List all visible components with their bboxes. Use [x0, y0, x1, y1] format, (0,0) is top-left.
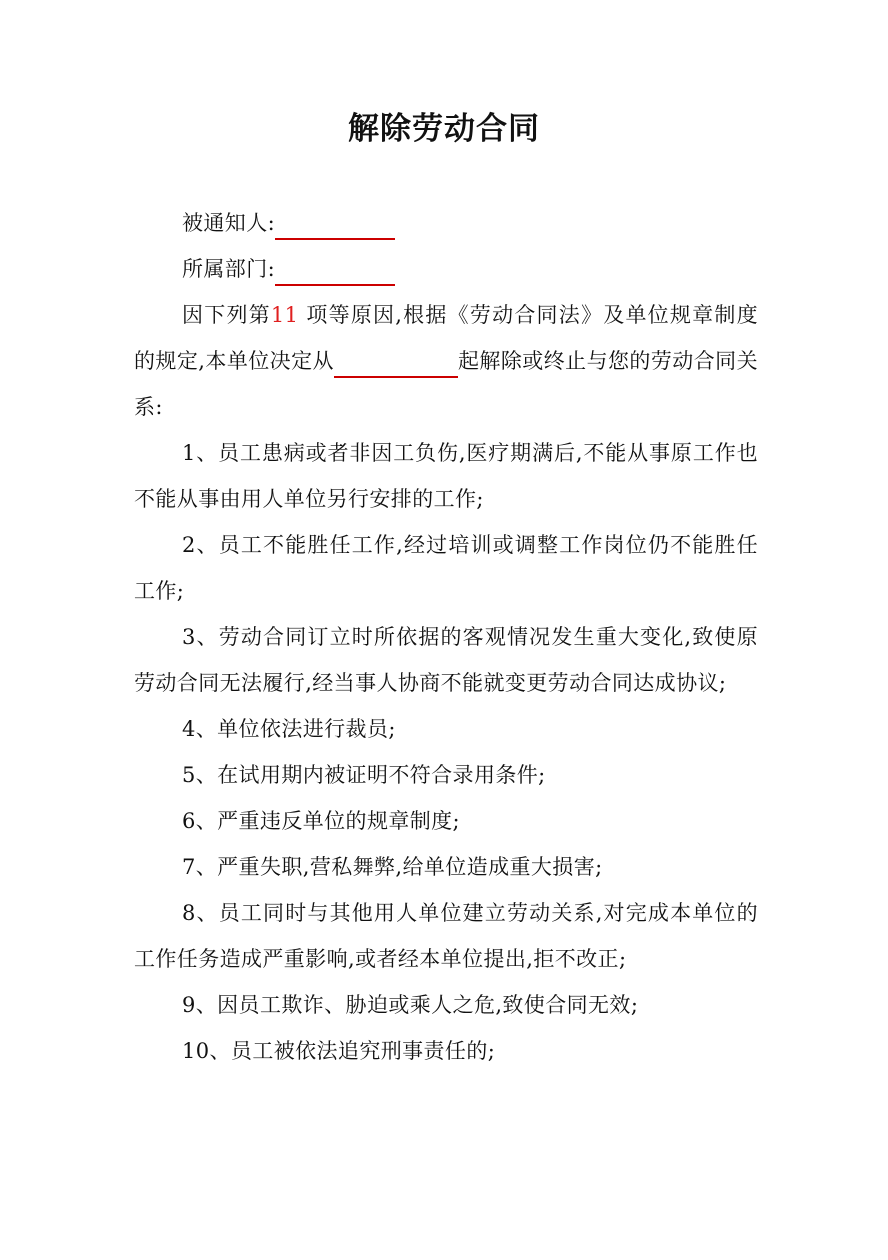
list-item-6: 6、严重违反单位的规章制度;: [182, 809, 461, 833]
list-item-3: 3、劳动合同订立时所依据的客观情况发生重大变化,致使原劳动合同无法履行,经当事人协商不能就变更劳动合同达成协议;: [134, 625, 758, 695]
intro-end: 起解除或终止与您的劳动合同关系:: [134, 349, 758, 419]
list-item-10: 10、员工被依法追究刑事责任的;: [182, 1039, 496, 1063]
list-item-2: 2、员工不能胜任工作,经过培训或调整工作岗位仍不能胜任工作;: [134, 533, 758, 603]
intro-after-number: 项等原因,根据《劳动合同法》及单位规章制度的规定,本单位决定从: [134, 303, 758, 373]
department-label: 所属部门:: [182, 257, 276, 281]
list-item-9: 9、因员工欺诈、胁迫或乘人之危,致使合同无效;: [182, 993, 639, 1017]
item-number: 11: [270, 303, 299, 327]
recipient-blank[interactable]: [275, 210, 395, 240]
intro-paragraph: [134, 292, 758, 430]
list-item-4: 4、单位依法进行裁员;: [182, 717, 396, 741]
list-item-7: 7、严重失职,营私舞弊,给单位造成重大损害;: [182, 855, 603, 879]
recipient-line: [134, 200, 758, 246]
department-line: [134, 246, 758, 292]
department-blank[interactable]: [275, 256, 395, 286]
recipient-label: 被通知人:: [182, 211, 276, 235]
list-item-1: 1、员工患病或者非因工负伤,医疗期满后,不能从事原工作也不能从事由用人单位另行安排的工作;: [134, 441, 758, 511]
document-title: 解除劳动合同: [348, 111, 540, 147]
date-blank[interactable]: [334, 348, 458, 378]
list-item-8: 8、员工同时与其他用人单位建立劳动关系,对完成本单位的工作任务造成严重影响,或者经本单位提出,拒不改正;: [134, 901, 758, 971]
document-body: [134, 200, 758, 1074]
intro-before-number: 因下列第: [182, 303, 271, 327]
list-item-5: 5、在试用期内被证明不符合录用条件;: [182, 763, 546, 787]
